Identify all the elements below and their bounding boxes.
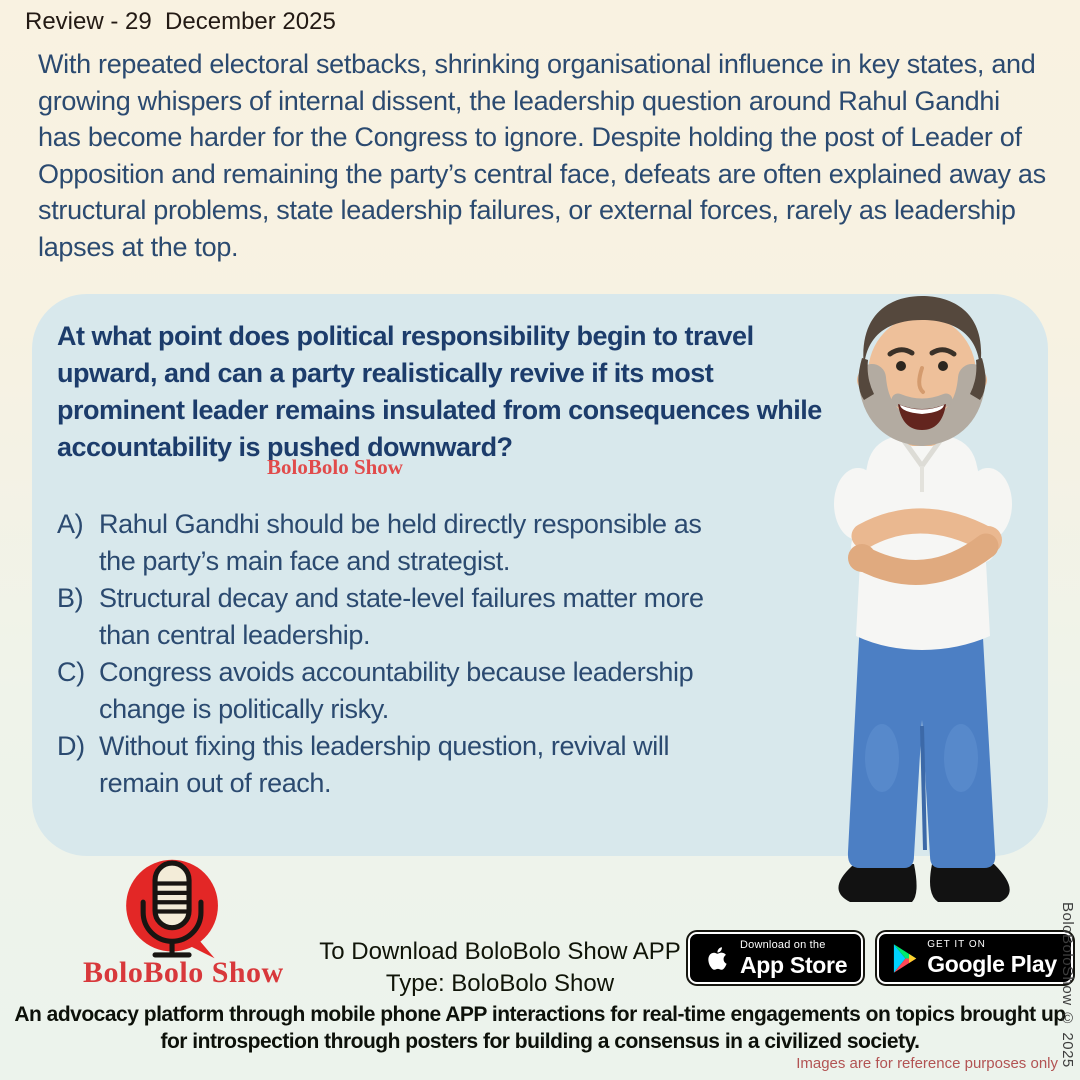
app-store-badge[interactable]: [688, 932, 863, 984]
store-badges: [688, 932, 1073, 984]
review-date-heading: Review - 29 December 2025: [25, 8, 336, 35]
brand-logo-block: [83, 858, 284, 990]
watermark-brand-text: BoloBolo Show: [267, 455, 403, 479]
quiz-question: At what point does political responsibility begin to travel upward, and can a party realistically revive if its most prominent leader remains insulated from consequences while accountability is pushed downward?: [57, 321, 822, 462]
intro-paragraph: With repeated electoral setbacks, shrinking organisational influence in key states, and growing whispers of internal dissent, the leadership question around Rahul Gandhi has become harder for the Congress to ignore. Despite holding the post of Leader of Opposition and remaining the party’s central face, defeats are often explained away as structural problems, state leadership failures, or external forces, rarely as leadership lapses at the top.: [38, 49, 1046, 262]
option-b-text: Structural decay and state-level failures matter more than central leadership.: [99, 583, 704, 650]
google-play-badge[interactable]: [877, 932, 1073, 984]
advocacy-statement: An advocacy platform through mobile phone APP interactions for real-time engagements on topics brought up for introspection through posters for building a consensus in a civilized society.: [14, 1003, 1066, 1053]
option-a-text: Rahul Gandhi should be held directly responsible as the party’s main face and strategist.: [99, 509, 702, 576]
google-play-badge-bottom-text: Google Play: [927, 951, 1057, 977]
download-line2: Type: BoloBolo Show: [385, 970, 615, 997]
option-b-label: B): [57, 583, 84, 613]
google-play-badge-top-text: GET IT ON: [927, 939, 986, 950]
option-d-text: Without fixing this leadership question, revival will remain out of reach.: [99, 731, 670, 798]
option-c-text: Congress avoids accountability because leadership change is politically risky.: [99, 657, 694, 724]
google-play-icon: [893, 944, 918, 973]
app-store-badge-bottom-text: App Store: [740, 951, 848, 978]
option-b: [57, 580, 757, 654]
download-line1: To Download BoloBolo Show APP: [319, 938, 681, 965]
microphone-speech-bubble-icon: [92, 858, 264, 960]
brand-wordmark: BoloBolo Show: [83, 956, 284, 989]
app-store-badge-top-text: Download on the: [740, 938, 826, 951]
person-figure-illustration: [798, 290, 1056, 940]
download-instructions: [300, 936, 700, 1000]
option-c-label: C): [57, 657, 85, 687]
copyright-vertical-text: BoloBoloShow © 2025: [1059, 902, 1076, 1068]
image-disclaimer: Images are for reference purposes only: [796, 1055, 1058, 1072]
option-a: [57, 506, 757, 580]
apple-icon: [704, 944, 731, 973]
option-c: [57, 654, 757, 728]
options-list: [57, 506, 757, 802]
option-a-label: A): [57, 509, 84, 539]
option-d-label: D): [57, 731, 85, 761]
person-figure: [798, 290, 1056, 940]
option-d: [57, 728, 757, 802]
